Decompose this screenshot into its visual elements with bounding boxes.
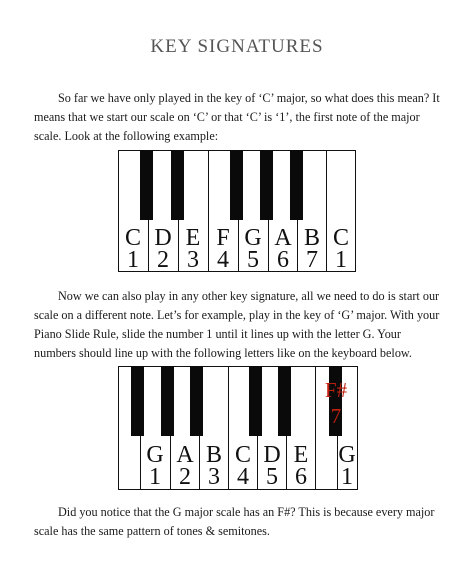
black-key	[190, 366, 203, 436]
note-number: 1	[341, 464, 353, 490]
note-letter: G	[244, 225, 262, 251]
c-major-keyboard	[118, 150, 356, 272]
note-number: 3	[187, 247, 199, 273]
note-letter: B	[303, 225, 320, 251]
note-number: 5	[247, 247, 259, 273]
black-key	[171, 150, 184, 220]
sharp-note-number: 7	[330, 404, 342, 428]
note-letter: D	[263, 442, 281, 468]
note-number: 6	[277, 247, 289, 273]
note-number: 6	[295, 464, 307, 490]
note-letter: A	[176, 442, 194, 468]
note-letter: F	[216, 225, 230, 251]
black-key	[290, 150, 303, 220]
note-number: 3	[208, 464, 220, 490]
black-key	[131, 366, 144, 436]
explanation-paragraph: Now we can also play in any other key signature, all we need to do is start our scale on a different note. Let’s for example, play in the key of ‘G’ major. With your Piano Slide Rule, slide the number 1 until it lines up with the letter G. Your numbers should line up with the following letters like on the keyboard below.	[34, 289, 440, 360]
note-letter: D	[154, 225, 172, 251]
note-letter: G	[338, 442, 356, 468]
black-key	[230, 150, 243, 220]
note-letter: E	[185, 225, 201, 251]
note-number: 2	[157, 247, 169, 273]
note-letter: C	[332, 225, 349, 251]
black-key	[260, 150, 273, 220]
note-number: 4	[217, 247, 229, 273]
sharp-note-label: F#	[324, 378, 348, 402]
note-letter: C	[234, 442, 251, 468]
page-title: KEY SIGNATURES	[150, 36, 324, 57]
black-key	[278, 366, 291, 436]
g-major-keyboard	[118, 366, 358, 490]
black-key	[140, 150, 153, 220]
note-number: 1	[335, 247, 347, 273]
note-letter: C	[124, 225, 141, 251]
note-number: 1	[149, 464, 161, 490]
closing-paragraph: Did you notice that the G major scale has an F#? This is because every major scale has the same pattern of tones & semitones.	[34, 505, 435, 538]
intro-paragraph: So far we have only played in the key of ‘C’ major, so what does this mean? It means that we start our scale on ‘C’ or that ‘C’ is ‘1’, the first note of the major scale. Look at the following example:	[34, 91, 440, 143]
black-key	[249, 366, 262, 436]
note-letter: B	[205, 442, 222, 468]
note-number: 7	[306, 247, 318, 273]
note-number: 4	[237, 464, 249, 490]
note-number: 1	[127, 247, 139, 273]
note-letter: G	[146, 442, 164, 468]
note-number: 5	[266, 464, 278, 490]
note-letter: A	[274, 225, 292, 251]
black-key	[161, 366, 174, 436]
note-letter: E	[293, 442, 309, 468]
note-number: 2	[179, 464, 191, 490]
